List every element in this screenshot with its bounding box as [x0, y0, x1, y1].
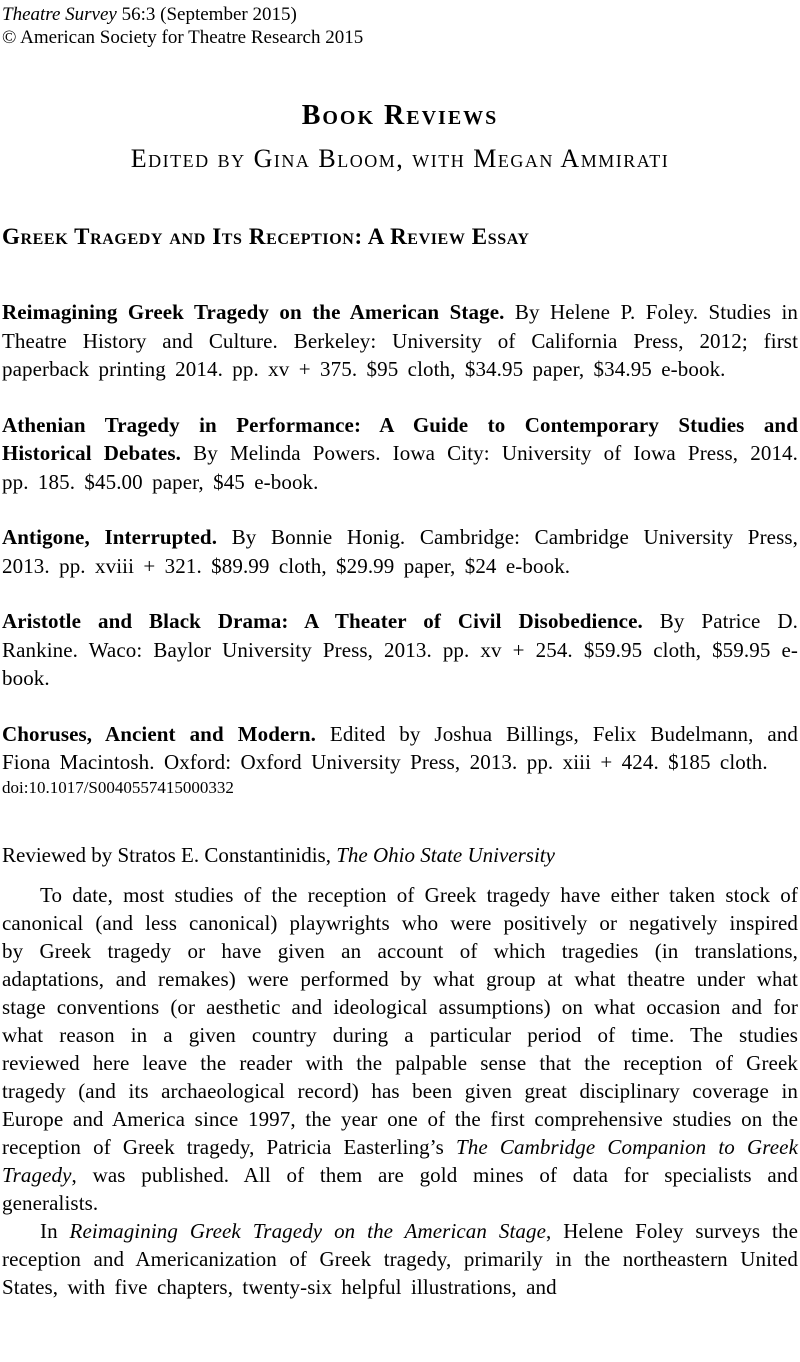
- paragraph-text: , was published. All of them are gold mines of data for specialists and generalists.: [2, 1162, 798, 1215]
- copyright-line: © American Society for Theatre Research 2015: [2, 27, 364, 48]
- cited-work-title: Reimagining Greek Tragedy on the American Stage: [69, 1218, 547, 1243]
- book-list: [2, 298, 798, 777]
- book-title: Choruses, Ancient and Modern.: [2, 721, 316, 746]
- paragraph-text: , Helene Foley surveys the reception and Americanization of Greek tragedy, primarily in the northeastern United States, with five chapters, twenty-six helpful illustrations, and: [2, 1218, 798, 1299]
- cited-work-title: The Cambridge Companion to Greek Tragedy: [2, 1134, 798, 1187]
- book-entry: [2, 607, 798, 693]
- book-entry: [2, 298, 798, 384]
- page-title: Book Reviews: [301, 100, 499, 131]
- editors-line: Edited by Gina Bloom, with Megan Ammirati: [130, 144, 670, 173]
- book-title: Athenian Tragedy in Performance: A Guide to Contemporary Studies and Historical Debates.: [2, 412, 798, 465]
- book-title: Reimagining Greek Tragedy on the American Stage.: [2, 300, 505, 324]
- paragraph-foley-review: [2, 1217, 798, 1301]
- journal-header: [2, 3, 798, 49]
- book-entry: [2, 411, 798, 497]
- book-details: By Helene P. Foley. Studies in Theatre History and Culture. Berkeley: University of California Press, 2012; first paperback printing 2014. pp. xv + 375. $95 cloth, $34.95 paper, $34.95 e-book.: [2, 300, 798, 381]
- book-title: Antigone, Interrupted.: [2, 525, 218, 549]
- book-entry: [2, 720, 798, 777]
- paragraph-text: To date, most studies of the reception of Greek tragedy have either taken stock of canonical (and less canonical) playwrights who were positively or negatively inspired by Greek tragedy or have given an account of which tragedies (in translations, adaptations, and remakes) were performed by what group at what theatre under what stage conventions (or aesthetic and ideological assumptions) on what occasion and for what reason in a given country during a particular period of time. The studies reviewed here leave the reader with the palpable sense that the reception of Greek tragedy (and its archaeological record) has been given great disciplinary coverage in Europe and America since 1997, the year one of the first comprehensive studies on the reception of Greek tragedy, Patricia Easterling’s: [2, 882, 798, 1159]
- journal-title: Theatre Survey: [2, 4, 117, 25]
- paragraph-text: In: [40, 1218, 70, 1243]
- section-heading: Greek Tragedy and Its Reception: A Review Essay: [2, 224, 530, 249]
- journal-issue-line: [2, 3, 798, 26]
- book-details: By Patrice D. Rankine. Waco: Baylor University Press, 2013. pp. xv + 254. $59.95 cloth, $59.95 e-book.: [2, 609, 798, 690]
- reviewer-name: Reviewed by Stratos E. Constantinidis,: [2, 842, 337, 867]
- book-details: Edited by Joshua Billings, Felix Budelmann, and Fiona Macintosh. Oxford: Oxford University Press, 2013. pp. xiii + 424. $185 cloth.: [2, 721, 798, 774]
- book-details: By Melinda Powers. Iowa City: University of Iowa Press, 2014. pp. 185. $45.00 paper, $45 e-book.: [2, 441, 798, 494]
- doi-line: doi:10.1017/S0040557415000332: [2, 777, 234, 797]
- book-entry: [2, 523, 798, 580]
- reviewer-affiliation: The Ohio State University: [336, 842, 555, 867]
- book-title: Aristotle and Black Drama: A Theater of Civil Disobedience.: [2, 609, 643, 633]
- paragraph-essay-intro: [2, 881, 798, 1217]
- reviewer-line: [2, 841, 798, 869]
- issue-info: 56:3 (September 2015): [116, 4, 297, 25]
- book-details: By Bonnie Honig. Cambridge: Cambridge University Press, 2013. pp. xviii + 321. $89.99 cloth, $29.99 paper, $24 e-book.: [2, 525, 798, 578]
